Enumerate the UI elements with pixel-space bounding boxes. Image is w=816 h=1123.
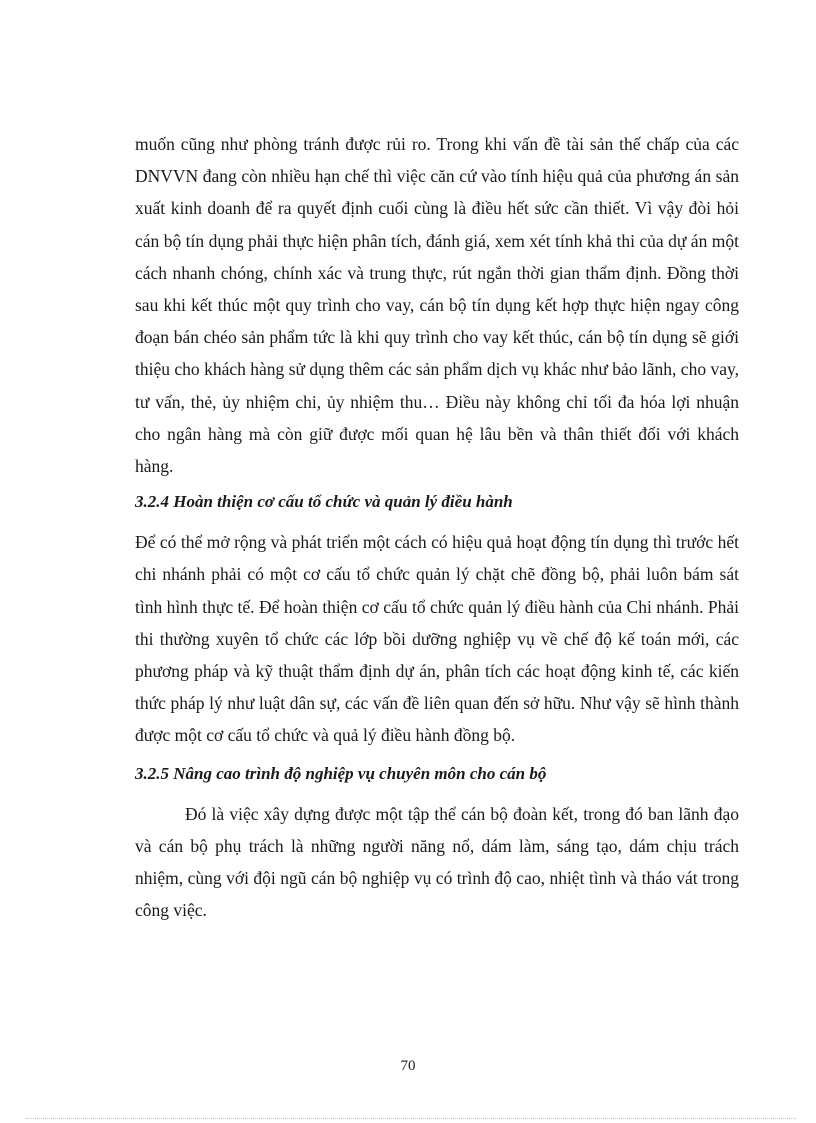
paragraph-organization: Để có thể mở rộng và phát triển một cách có hiệu quả hoạt động tín dụng thì trước hết chi nhánh phải có một cơ cấu tổ chức quản lý chặt chẽ đồng bộ, phải luôn bám sát tình hình thực tế. Để hoàn thiện cơ cấu tổ chức quản lý điều hành của Chi nhánh. Phải thi thường xuyên tổ chức các lớp bồi dưỡng nghiệp vụ về chế độ kế toán mới, các phương pháp và kỹ thuật thẩm định dự án, phân tích các hoạt động kinh tế, các kiến thức pháp lý như luật dân sự, các vấn đề liên quan đến sở hữu. Như vậy sẽ hình thành được một cơ cấu tổ chức và quả lý điều hành đồng bộ. — [135, 532, 739, 746]
section-heading-3-2-4: 3.2.4 Hoàn thiện cơ cấu tổ chức và quản lý điều hành — [135, 492, 513, 512]
page-bottom-divider — [26, 1118, 796, 1119]
section-heading-3-2-5: 3.2.5 Nâng cao trình độ nghiệp vụ chuyên môn cho cán bộ — [135, 763, 547, 783]
paragraph-continued: muốn cũng như phòng tránh được rủi ro. Trong khi vấn đề tài sản thế chấp của các DNVVN đang còn nhiều hạn chế thì việc căn cứ vào tính hiệu quả của phương án sản xuất kinh doanh để ra quyết định cuối cùng là điều hết sức cần thiết. Vì vậy đòi hỏi cán bộ tín dụng phải thực hiện phân tích, đánh giá, xem xét tính khả thi của dự án một cách nhanh chóng, chính xác và trung thực, rút ngắn thời gian thẩm định. Đồng thời sau khi kết thúc một quy trình cho vay, cán bộ tín dụng kết hợp thực hiện ngay công đoạn bán chéo sản phẩm tức là khi quy trình cho vay kết thúc, cán bộ tín dụng sẽ giới thiệu cho khách hàng sử dụng thêm các sản phẩm dịch vụ khác như bảo lãnh, cho vay, tư vấn, thẻ, ủy nhiệm chi, ủy nhiệm thu… Điều này không chỉ tối đa hóa lợi nhuận cho ngân hàng mà còn giữ được mối quan hệ lâu bền và thân thiết đối với khách hàng. — [135, 134, 739, 477]
page-number: 70 — [400, 1058, 416, 1074]
paragraph-staff: Đó là việc xây dựng được một tập thể cán bộ đoàn kết, trong đó ban lãnh đạo và cán bộ phụ trách là những người năng nổ, dám làm, sáng tạo, dám chịu trách nhiệm, cùng với đội ngũ cán bộ nghiệp vụ có trình độ cao, nhiệt tình và tháo vát trong công việc. — [135, 803, 739, 921]
page-body — [135, 128, 739, 926]
